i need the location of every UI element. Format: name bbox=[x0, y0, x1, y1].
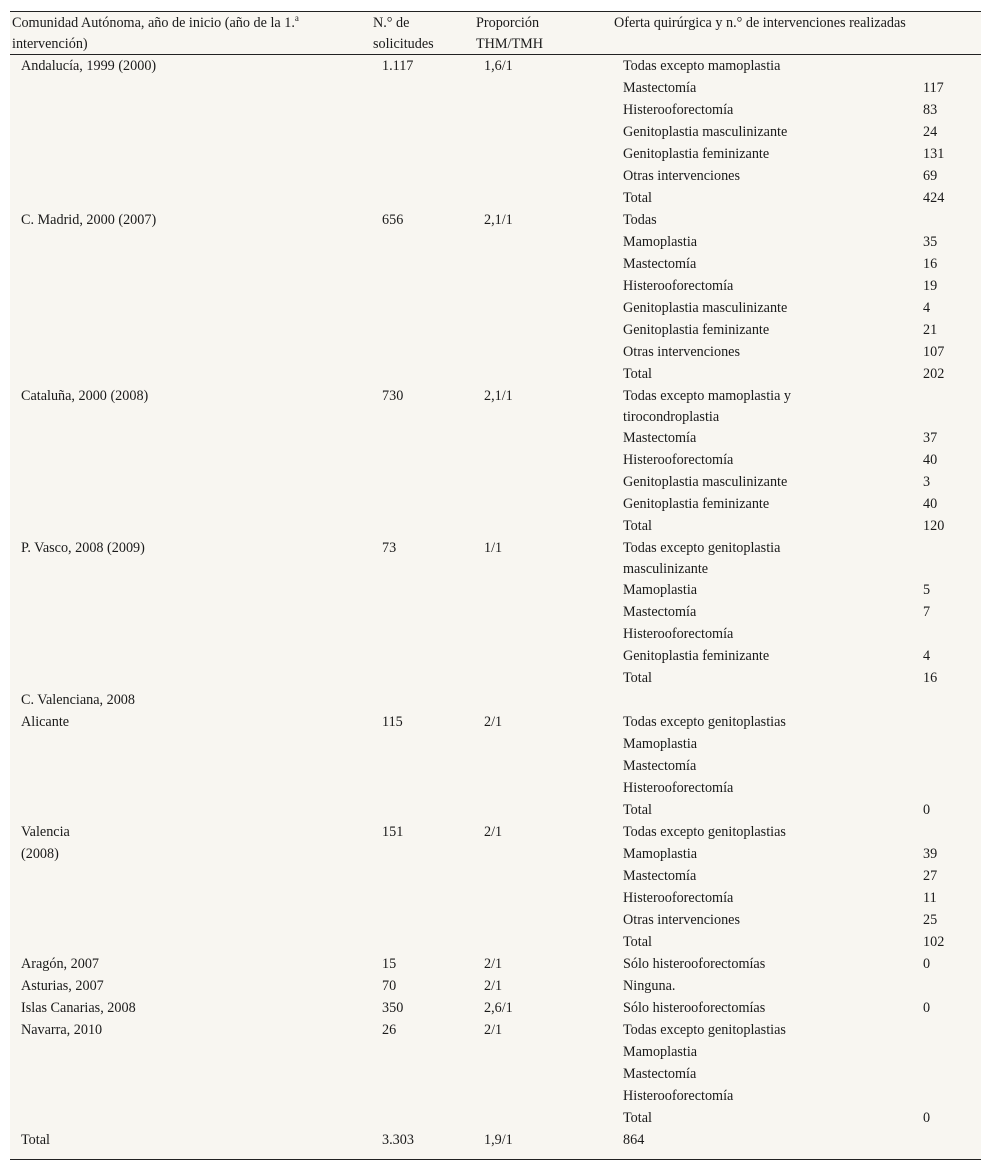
community-cell: Asturias, 2007 bbox=[21, 978, 104, 994]
header-community: Comunidad Autónoma, año de inicio (año de la 1.$^a$ intervención) bbox=[12, 13, 299, 52]
table-row bbox=[10, 342, 981, 364]
requests-cell: 26 bbox=[382, 1022, 397, 1038]
table-row bbox=[10, 910, 981, 932]
requests-cell: 3.303 bbox=[382, 1132, 414, 1148]
table-row bbox=[10, 954, 981, 976]
table-row bbox=[10, 998, 981, 1020]
ratio-cell: 2,1/1 bbox=[484, 212, 513, 228]
offer-cell: Total bbox=[623, 518, 652, 534]
table-row bbox=[10, 166, 981, 188]
community-cell: Islas Canarias, 2008 bbox=[21, 1000, 136, 1016]
count-cell: 4 bbox=[923, 648, 931, 664]
community-cell: Cataluña, 2000 (2008) bbox=[21, 388, 149, 404]
table-row bbox=[10, 1020, 981, 1042]
table-row bbox=[10, 56, 981, 78]
offer-cell: Todas excepto genitoplastias bbox=[623, 824, 786, 840]
count-cell: 120 bbox=[923, 518, 945, 534]
count-cell: 0 bbox=[923, 956, 931, 972]
ratio-cell: 1,9/1 bbox=[484, 1132, 513, 1148]
offer-cell: Genitoplastia feminizante bbox=[623, 322, 770, 338]
offer-cell: Mamoplastia bbox=[623, 846, 698, 862]
offer-cell: Mastectomía bbox=[623, 604, 697, 620]
table-row bbox=[10, 472, 981, 494]
table-row bbox=[10, 320, 981, 342]
offer-cell: Genitoplastia feminizante bbox=[623, 496, 770, 512]
count-cell: 19 bbox=[923, 278, 938, 294]
offer-cell: Histerooforectomía bbox=[623, 278, 734, 294]
community-cell: Alicante bbox=[21, 714, 70, 730]
community-cell: P. Vasco, 2008 (2009) bbox=[21, 540, 145, 556]
table-row bbox=[10, 386, 981, 428]
table-row bbox=[10, 712, 981, 734]
table-row bbox=[10, 1042, 981, 1064]
community-cell: Andalucía, 1999 (2000) bbox=[21, 58, 157, 74]
requests-cell: 350 bbox=[382, 1000, 404, 1016]
table-header bbox=[10, 12, 981, 55]
community-cell: Aragón, 2007 bbox=[21, 956, 100, 972]
requests-cell: 73 bbox=[382, 540, 397, 556]
ratio-cell: 1,6/1 bbox=[484, 58, 513, 74]
count-cell: 37 bbox=[923, 430, 938, 446]
count-cell: 102 bbox=[923, 934, 945, 950]
table-row bbox=[10, 78, 981, 100]
ratio-cell: 2/1 bbox=[484, 978, 503, 994]
requests-cell: 730 bbox=[382, 388, 404, 404]
table-row bbox=[10, 690, 981, 712]
offer-cell: Mastectomía bbox=[623, 1066, 697, 1082]
table-row bbox=[10, 800, 981, 822]
offer-cell: Todas excepto mamoplastia bbox=[623, 58, 781, 74]
count-cell: 5 bbox=[923, 582, 931, 598]
table-row bbox=[10, 450, 981, 472]
table-row bbox=[10, 276, 981, 298]
offer-cell: Mamoplastia bbox=[623, 736, 698, 752]
offer-cell: Total bbox=[623, 1110, 652, 1126]
count-cell: 0 bbox=[923, 802, 931, 818]
offer-cell: Total bbox=[623, 670, 652, 686]
header-offer: Oferta quirúrgica y n.° de intervenciones realizadas bbox=[614, 15, 906, 31]
offer-cell: Histerooforectomía bbox=[623, 102, 734, 118]
table-row bbox=[10, 1086, 981, 1108]
ratio-cell: 2,6/1 bbox=[484, 1000, 513, 1016]
table-row bbox=[10, 668, 981, 690]
offer-cell: Sólo histerooforectomías bbox=[623, 956, 766, 972]
count-cell: 131 bbox=[923, 146, 945, 162]
community-cell: (2008) bbox=[21, 846, 59, 862]
count-cell: 21 bbox=[923, 322, 938, 338]
count-cell: 40 bbox=[923, 496, 938, 512]
table-row bbox=[10, 1108, 981, 1130]
ratio-cell: 2/1 bbox=[484, 824, 503, 840]
offer-cell: Total bbox=[623, 934, 652, 950]
table-row bbox=[10, 778, 981, 800]
offer-cell: Genitoplastia feminizante bbox=[623, 146, 770, 162]
ratio-cell: 2/1 bbox=[484, 1022, 503, 1038]
count-cell: 69 bbox=[923, 168, 938, 184]
community-cell: C. Madrid, 2000 (2007) bbox=[21, 212, 157, 228]
offer-cell: Mamoplastia bbox=[623, 582, 698, 598]
offer-cell: Genitoplastia masculinizante bbox=[623, 124, 788, 140]
ratio-cell: 2,1/1 bbox=[484, 388, 513, 404]
offer-cell: Mastectomía bbox=[623, 80, 697, 96]
offer-cell: Total bbox=[623, 190, 652, 206]
count-cell: 4 bbox=[923, 300, 931, 316]
count-cell: 83 bbox=[923, 102, 938, 118]
count-cell: 117 bbox=[923, 80, 944, 96]
offer-cell: Otras intervenciones bbox=[623, 344, 741, 360]
table-row bbox=[10, 756, 981, 778]
offer-cell: 864 bbox=[623, 1132, 645, 1148]
offer-cell: Histerooforectomía bbox=[623, 890, 734, 906]
offer-cell: Todas excepto genitoplastia masculinizante bbox=[623, 540, 781, 577]
table-row bbox=[10, 844, 981, 866]
offer-cell: Total bbox=[623, 366, 652, 382]
community-cell: Valencia bbox=[21, 824, 70, 840]
requests-cell: 70 bbox=[382, 978, 397, 994]
header-ratio: Proporción THM/TMH bbox=[476, 15, 543, 52]
count-cell: 27 bbox=[923, 868, 938, 884]
offer-cell: Genitoplastia feminizante bbox=[623, 648, 770, 664]
offer-cell: Histerooforectomía bbox=[623, 626, 734, 642]
offer-cell: Mastectomía bbox=[623, 430, 697, 446]
table-row bbox=[10, 976, 981, 998]
count-cell: 16 bbox=[923, 670, 938, 686]
offer-cell: Mastectomía bbox=[623, 758, 697, 774]
table-row bbox=[10, 516, 981, 538]
table-row bbox=[10, 734, 981, 756]
table-row bbox=[10, 624, 981, 646]
offer-cell: Mastectomía bbox=[623, 256, 697, 272]
count-cell: 35 bbox=[923, 234, 938, 250]
table-row bbox=[10, 646, 981, 668]
table-row bbox=[10, 866, 981, 888]
requests-cell: 1.117 bbox=[382, 58, 414, 74]
table-row bbox=[10, 144, 981, 166]
requests-cell: 656 bbox=[382, 212, 404, 228]
offer-cell: Otras intervenciones bbox=[623, 168, 741, 184]
table-row bbox=[10, 932, 981, 954]
table-row bbox=[10, 1064, 981, 1086]
count-cell: 3 bbox=[923, 474, 931, 490]
table-row bbox=[10, 822, 981, 844]
table-body bbox=[10, 56, 981, 1152]
requests-cell: 115 bbox=[382, 714, 403, 730]
community-cell: Navarra, 2010 bbox=[21, 1022, 103, 1038]
header-requests: N.° de solicitudes bbox=[373, 15, 434, 52]
offer-cell: Otras intervenciones bbox=[623, 912, 741, 928]
table-row bbox=[10, 494, 981, 516]
table-row bbox=[10, 298, 981, 320]
offer-cell: Genitoplastia masculinizante bbox=[623, 474, 788, 490]
table-row bbox=[10, 100, 981, 122]
table-row bbox=[10, 364, 981, 386]
table-row bbox=[10, 538, 981, 580]
count-cell: 24 bbox=[923, 124, 938, 140]
count-cell: 424 bbox=[923, 190, 945, 206]
offer-cell: Mamoplastia bbox=[623, 234, 698, 250]
count-cell: 0 bbox=[923, 1000, 931, 1016]
offer-cell: Histerooforectomía bbox=[623, 1088, 734, 1104]
data-table bbox=[10, 11, 981, 1160]
table-row bbox=[10, 602, 981, 624]
offer-cell: Todas excepto genitoplastias bbox=[623, 714, 786, 730]
offer-cell: Mamoplastia bbox=[623, 1044, 698, 1060]
offer-cell: Histerooforectomía bbox=[623, 780, 734, 796]
table-row bbox=[10, 188, 981, 210]
offer-cell: Genitoplastia masculinizante bbox=[623, 300, 788, 316]
table-row bbox=[10, 254, 981, 276]
table-row bbox=[10, 888, 981, 910]
count-cell: 202 bbox=[923, 366, 945, 382]
count-cell: 0 bbox=[923, 1110, 931, 1126]
offer-cell: Todas excepto mamoplastia y tirocondroplastia bbox=[623, 388, 792, 425]
table-row bbox=[10, 210, 981, 232]
table-row bbox=[10, 428, 981, 450]
table-row bbox=[10, 1130, 981, 1152]
offer-cell: Mastectomía bbox=[623, 868, 697, 884]
offer-cell: Todas bbox=[623, 212, 657, 228]
count-cell: 107 bbox=[923, 344, 945, 360]
offer-cell: Histerooforectomía bbox=[623, 452, 734, 468]
community-cell: C. Valenciana, 2008 bbox=[21, 692, 135, 708]
count-cell: 11 bbox=[923, 890, 937, 906]
community-cell: Total bbox=[21, 1132, 50, 1148]
count-cell: 7 bbox=[923, 604, 931, 620]
requests-cell: 151 bbox=[382, 824, 404, 840]
ratio-cell: 1/1 bbox=[484, 540, 503, 556]
offer-cell: Total bbox=[623, 802, 652, 818]
offer-cell: Sólo histerooforectomías bbox=[623, 1000, 766, 1016]
table-row bbox=[10, 122, 981, 144]
table-row bbox=[10, 232, 981, 254]
count-cell: 25 bbox=[923, 912, 938, 928]
ratio-cell: 2/1 bbox=[484, 956, 503, 972]
offer-cell: Todas excepto genitoplastias bbox=[623, 1022, 786, 1038]
count-cell: 16 bbox=[923, 256, 938, 272]
count-cell: 40 bbox=[923, 452, 938, 468]
requests-cell: 15 bbox=[382, 956, 397, 972]
ratio-cell: 2/1 bbox=[484, 714, 503, 730]
offer-cell: Ninguna. bbox=[623, 978, 676, 994]
table-row bbox=[10, 580, 981, 602]
count-cell: 39 bbox=[923, 846, 938, 862]
